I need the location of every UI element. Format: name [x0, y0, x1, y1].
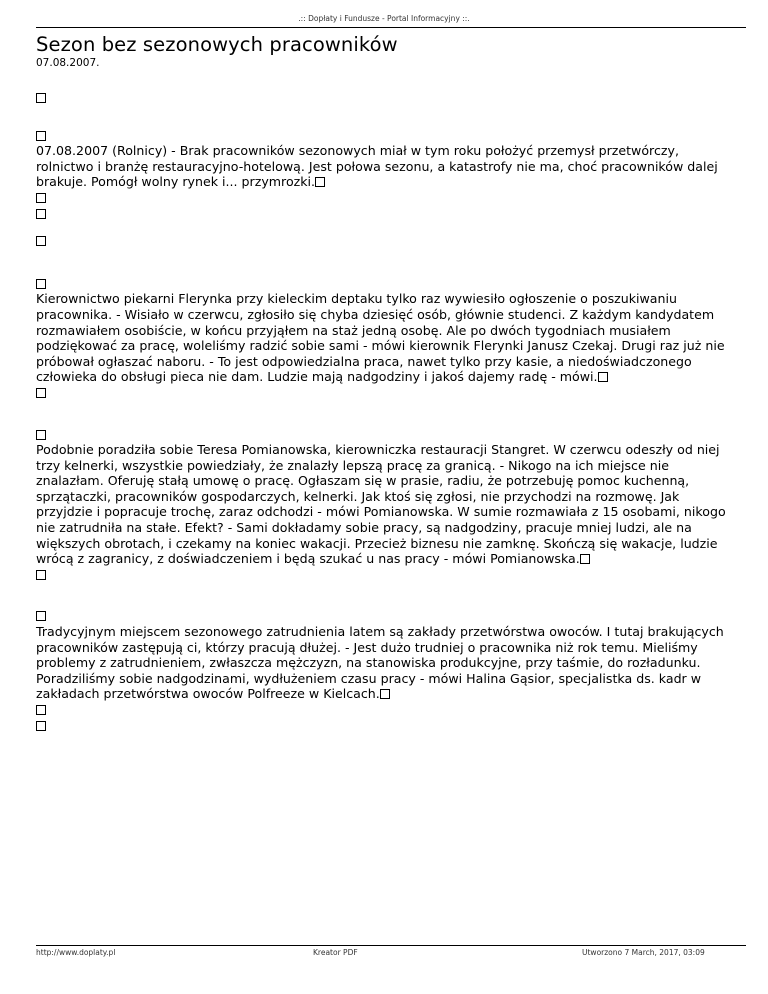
- footer-divider: [36, 945, 746, 946]
- paragraph-text: Kierownictwo piekarni Flerynka przy kieleckim deptaku tylko raz wywiesiło ogłoszenie o poszukiwaniu pracownika. - Wisiało w czerwcu, zgłosiło się chyba dziesięć osób, głównie studenci. Z każdym kandydatem rozmawiałem osobiście, w końcu przyjąłem na staż jedną osobę. Ale po dwóch tygodniach musiałem podziękować za pracę, woleliśmy radzić sobie sami - mówi kierownik Flerynki Janusz Czekaj. Drugi raz już nie próbował ogłaszać naboru. - To jest odpowiedzialna praca, nawet tylko przy kasie, a niedoświadczonego człowieka do obsługi pieca nie dam. Ludzie mają nadgodziny i jakoś dajemy radę - mówi.: [36, 291, 725, 385]
- article-paragraph-4: [36, 624, 736, 702]
- portal-header: .:: Dopłaty i Fundusze - Portal Informacyjny ::.: [298, 14, 470, 23]
- header-divider: [36, 27, 746, 28]
- missing-glyph-box-icon: [36, 93, 46, 103]
- missing-glyph-box-icon: [36, 193, 46, 203]
- missing-glyph-box-icon: [315, 177, 325, 187]
- missing-glyph-box-icon: [380, 689, 390, 699]
- article-body: [36, 70, 736, 733]
- missing-glyph-box-icon: [36, 388, 46, 398]
- article: [36, 33, 736, 733]
- missing-glyph-box-icon: [36, 705, 46, 715]
- missing-glyph-box-icon: [598, 372, 608, 382]
- footer-url-link[interactable]: http://www.doplaty.pl: [36, 948, 116, 957]
- missing-glyph-box-icon: [36, 279, 46, 289]
- article-paragraph-3: [36, 442, 736, 567]
- missing-glyph-box-icon: [36, 209, 46, 219]
- missing-glyph-box-icon: [36, 611, 46, 621]
- missing-glyph-box-icon: [36, 430, 46, 440]
- footer-created-date: Utworzono 7 March, 2017, 03:09: [582, 948, 705, 957]
- paragraph-text: 07.08.2007 (Rolnicy) - Brak pracowników sezonowych miał w tym roku położyć przemysł przetwórczy, rolnictwo i branżę restauracyjno-hotelową. Jest połowa sezonu, a katastrofy nie ma, choć pracowników dalej brakuje. Pomógł wolny rynek i... przymrozki.: [36, 143, 718, 190]
- missing-glyph-box-icon: [36, 131, 46, 141]
- paragraph-text: Podobnie poradziła sobie Teresa Pomianowska, kierowniczka restauracji Stangret. W czerwcu odeszły od niej trzy kelnerki, wszystkie powiedziały, że znalazły lepszą pracę za granicą. - Nikogo na ich miejsce nie znalazłam. Oferuję stałą umowę o pracę. Ogłaszam się w prasie, radiu, że potrzebuję pomoc kuchenną, sprzątaczki, pracowników gospodarczych, kelnerki. Jak ktoś się zgłosi, nie przychodzi na rozmowę. Jak przyjdzie i popracuje trochę, zaraz odchodzi - mówi Pomianowska. W sumie rozmawiała z 15 osobami, nikogo nie zatrudniła na stałe. Efekt? - Sami dokładamy sobie pracy, są nadgodziny, pracuje mniej ludzi, ale na większych obrotach, i czekamy na koniec wakacji. Przecież biznesu nie zamknę. Skończą się wakacje, ludzie wrócą z zagranicy, z doświadczeniem i będą szukać u nas pracy - mówi Pomianowska.: [36, 442, 726, 567]
- article-paragraph-1: [36, 143, 736, 190]
- missing-glyph-box-icon: [36, 570, 46, 580]
- article-date: 07.08.2007.: [36, 57, 100, 69]
- article-title: Sezon bez sezonowych pracowników: [36, 33, 398, 56]
- footer-generator: Kreator PDF: [313, 948, 358, 957]
- missing-glyph-box-icon: [36, 236, 46, 246]
- missing-glyph-box-icon: [580, 554, 590, 564]
- article-paragraph-2: [36, 291, 736, 385]
- paragraph-text: Tradycyjnym miejscem sezonowego zatrudnienia latem są zakłady przetwórstwa owoców. I tutaj brakujących pracowników zastępują ci, którzy pracują dłużej. - Jest dużo trudniej o pracownika niż rok temu. Mieliśmy problemy z zatrudnieniem, zwłaszcza mężczyzn, na stanowiska produkcyjne, przy taśmie, do rozładunku. Poradziliśmy sobie nadgodzinami, wydłużeniem czasu pracy - mówi Halina Gąsior, specjalistka ds. kadr w zakładach przetwórstwa owoców Polfreeze w Kielcach.: [36, 624, 724, 702]
- missing-glyph-box-icon: [36, 721, 46, 731]
